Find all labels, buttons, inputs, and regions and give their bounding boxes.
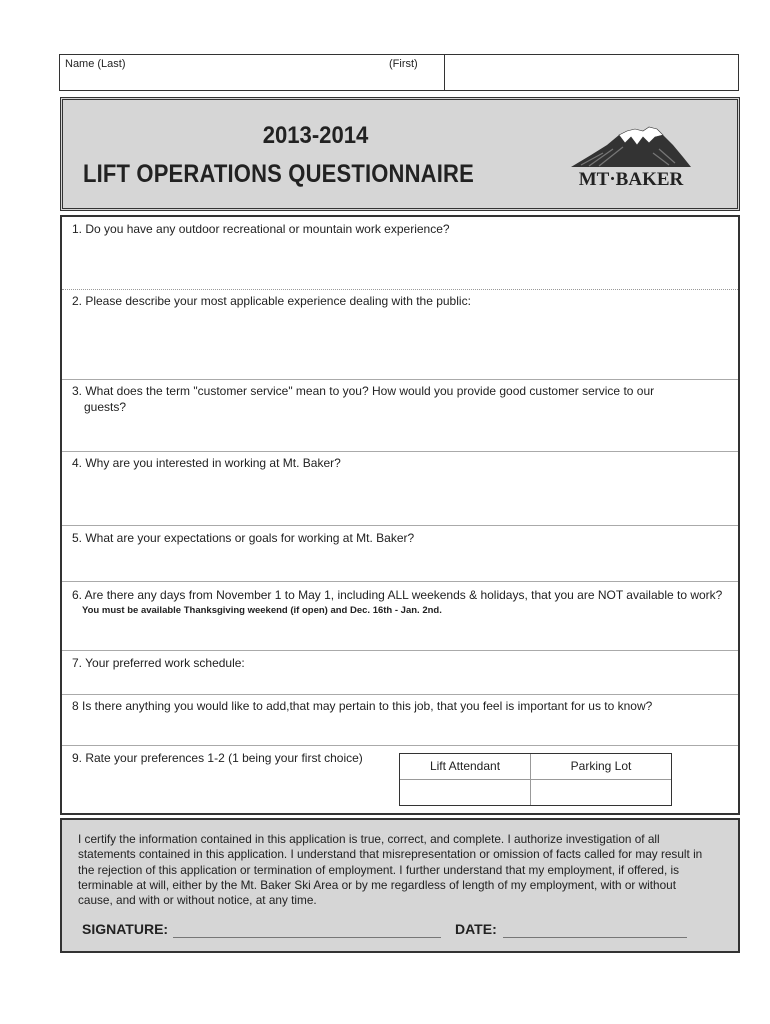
question-divider xyxy=(62,694,738,695)
option-parking-lot-label: Parking Lot xyxy=(570,759,632,773)
question-divider xyxy=(62,451,738,452)
answer-field-1[interactable] xyxy=(62,239,738,287)
first-name-field[interactable] xyxy=(385,55,738,90)
option-lift-attendant-label: Lift Attendant xyxy=(429,759,501,773)
question-9: 9. Rate your preferences 1-2 (1 being your first choice) xyxy=(72,751,363,765)
question-4: 4. Why are you interested in working at Mt. Baker? xyxy=(72,456,341,470)
signature-label: SIGNATURE: xyxy=(82,921,169,937)
question-6-note: You must be available Thanksgiving weekend (if open) and Dec. 16th - Jan. 2nd. xyxy=(82,605,442,616)
mt-baker-logo xyxy=(569,119,693,191)
question-divider xyxy=(62,745,738,746)
question-3-continued: guests? xyxy=(84,400,127,414)
question-2: 2. Please describe your most applicable experience dealing with the public: xyxy=(72,294,471,308)
question-divider xyxy=(62,581,738,582)
form-title: LIFT OPERATIONS QUESTIONNAIRE xyxy=(83,160,474,188)
signature-line[interactable] xyxy=(173,937,441,938)
date-label: DATE: xyxy=(455,921,497,937)
answer-field-4[interactable] xyxy=(62,473,738,525)
logo-text: MT·BAKER xyxy=(578,169,684,190)
question-divider xyxy=(62,289,738,290)
question-8: 8 Is there anything you would like to add,that may pertain to this job, that you feel is important for us to know? xyxy=(72,699,653,713)
parking-lot-rank-field[interactable] xyxy=(531,780,671,805)
question-divider xyxy=(62,650,738,651)
answer-field-5[interactable] xyxy=(62,548,738,580)
name-row xyxy=(59,54,739,91)
preference-table xyxy=(399,753,672,806)
question-3: 3. What does the term "customer service" mean to you? How would you provide good customer service to our xyxy=(72,384,655,398)
date-line[interactable] xyxy=(503,937,687,938)
form-year: 2013-2014 xyxy=(262,122,369,149)
form-header xyxy=(60,97,740,211)
first-name-label: (First) xyxy=(389,58,418,70)
answer-field-7[interactable] xyxy=(62,673,738,693)
questions-section xyxy=(60,215,740,815)
last-name-field[interactable] xyxy=(60,55,384,90)
last-name-label: Name (Last) xyxy=(65,58,126,70)
question-1: 1. Do you have any outdoor recreational or mountain work experience? xyxy=(72,222,450,236)
question-divider xyxy=(62,379,738,380)
lift-attendant-rank-field[interactable] xyxy=(400,780,530,805)
answer-field-6[interactable] xyxy=(62,619,738,649)
question-7: 7. Your preferred work schedule: xyxy=(72,656,245,670)
certification-section xyxy=(60,818,740,953)
answer-field-8[interactable] xyxy=(62,716,738,744)
certification-text: I certify the information contained in this application is true, correct, and complete. I authorize investigation of all statements contained in this application. I understand that misrepresentation or omission of facts called for may result in the rejection of this application or termination of employment. I further understand that my employment, if offered, is terminable at will, either by the Mt. Baker Ski Area or by me regardless of length of my employment, with or without cause, and with or without notice, at any time. xyxy=(78,832,703,908)
question-5: 5. What are your expectations or goals for working at Mt. Baker? xyxy=(72,531,415,545)
question-divider xyxy=(62,525,738,526)
answer-field-2[interactable] xyxy=(62,311,738,379)
question-6: 6. Are there any days from November 1 to May 1, including ALL weekends & holidays, that you are NOT available to work? xyxy=(72,588,723,602)
answer-field-3[interactable] xyxy=(62,417,738,451)
